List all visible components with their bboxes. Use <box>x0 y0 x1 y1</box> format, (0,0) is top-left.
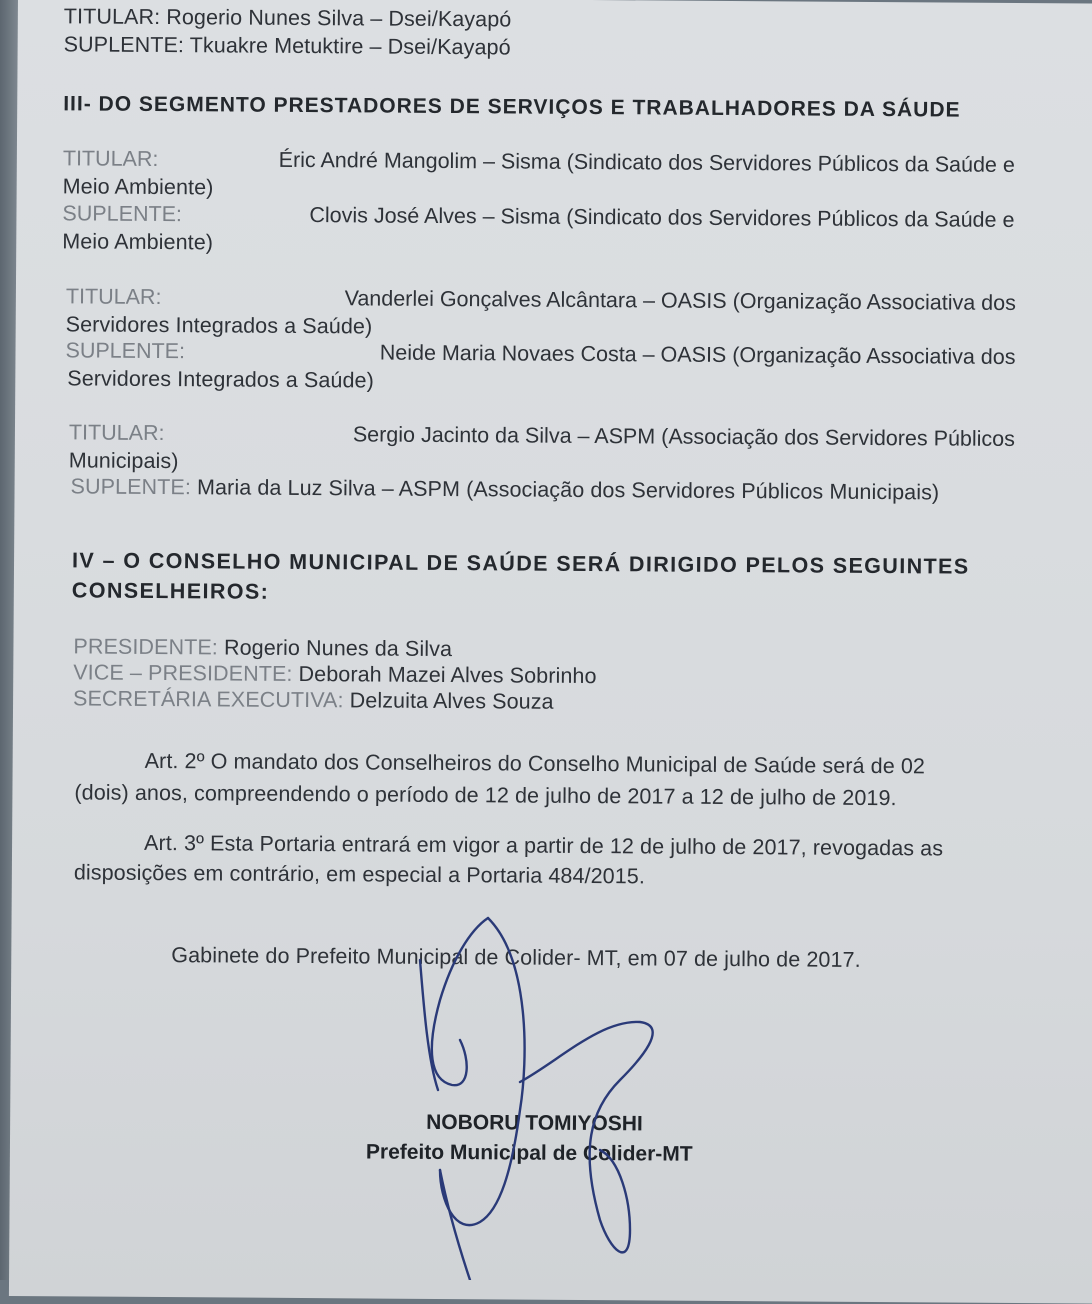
vice-presidente-name: Deborah Mazei Alves Sobrinho <box>298 661 597 689</box>
suplente-label: SUPLENTE: <box>62 201 183 227</box>
sisma-continuation-2: Meio Ambiente) <box>62 229 214 255</box>
sisma-continuation-1: Meio Ambiente) <box>62 174 214 200</box>
signatory-title: Prefeito Municipal de Colider-MT <box>365 1140 693 1166</box>
titular-oasis-line <box>66 284 1016 316</box>
presidente-label: PRESIDENTE: <box>73 634 219 660</box>
secretaria-label: SECRETÁRIA EXECUTIVA: <box>73 686 344 713</box>
oasis-continuation-2: Servidores Integrados a Saúde) <box>67 366 374 393</box>
art2-line1: Art. 2º O mandato dos Conselheiros do Conselho Municipal de Saúde será de 02 <box>144 748 926 779</box>
oasis-continuation-1: Servidores Integrados a Saúde) <box>65 312 373 339</box>
presidente-line <box>73 634 452 662</box>
titular-aspm-text: Sergio Jacinto da Silva – ASPM (Associação dos Servidores Públicos <box>352 422 1016 451</box>
art3-line2: disposições em contrário, em especial a Portaria 484/2015. <box>73 860 646 889</box>
presidente-name: Rogerio Nunes da Silva <box>223 635 453 662</box>
suplente-sisma-line <box>62 201 1014 233</box>
suplente-dsei-line: SUPLENTE: Tkuakre Metuktire – Dsei/Kayapó <box>63 32 511 60</box>
suplente-aspm-text: Maria da Luz Silva – ASPM (Associação dos Servidores Públicos Municipais) <box>196 475 940 505</box>
suplente-label: SUPLENTE: <box>65 338 186 364</box>
suplente-oasis-text: Neide Maria Novaes Costa – OASIS (Organização Associativa dos <box>379 340 1016 369</box>
titular-dsei-line: TITULAR: Rogerio Nunes Silva – Dsei/Kayapó <box>63 4 512 32</box>
suplente-sisma-text: Clovis José Alves – Sisma (Sindicato dos Servidores Públicos da Saúde e <box>309 203 1015 232</box>
vice-presidente-label: VICE – PRESIDENTE: <box>73 660 293 686</box>
titular-label: TITULAR: <box>65 284 162 310</box>
titular-sisma-line <box>63 146 1015 178</box>
art3-line1: Art. 3º Esta Portaria entrará em vigor a partir de 12 de julho de 2017, revogadas as <box>144 830 944 861</box>
section-iii-heading: III- DO SEGMENTO PRESTADORES DE SERVIÇOS E TRABALHADORES DA SÁUDE <box>63 92 961 122</box>
vice-presidente-line <box>73 660 596 689</box>
secretaria-name: Delzuita Alves Souza <box>349 688 554 714</box>
suplente-label: SUPLENTE: <box>70 474 192 500</box>
gabinete-date-line: Gabinete do Prefeito Municipal de Colider- MT, em 07 de julho de 2017. <box>171 943 861 972</box>
titular-oasis-text: Vanderlei Gonçalves Alcântara – OASIS (Organização Associativa dos <box>344 286 1016 315</box>
aspm-continuation: Municipais) <box>68 448 179 474</box>
titular-label: TITULAR: <box>68 420 165 446</box>
suplente-aspm-line <box>70 474 939 505</box>
secretaria-line <box>73 686 554 714</box>
section-iv-heading-line2: CONSELHEIROS: <box>71 578 270 604</box>
document-page <box>9 0 1092 1304</box>
section-iv-heading-line1: IV – O CONSELHO MUNICIPAL DE SAÚDE SERÁ DIRIGIDO PELOS SEGUINTES <box>71 548 970 579</box>
signatory-name: NOBORU TOMIYOSHI <box>426 1110 643 1136</box>
suplente-oasis-line <box>65 338 1015 370</box>
titular-aspm-line <box>69 420 1015 452</box>
art2-line2: (dois) anos, compreendendo o período de 12 de julho de 2017 a 12 de julho de 2019. <box>74 780 897 811</box>
titular-label: TITULAR: <box>62 146 159 171</box>
titular-sisma-text: Éric André Mangolim – Sisma (Sindicato dos Servidores Públicos da Saúde e <box>278 147 1015 177</box>
